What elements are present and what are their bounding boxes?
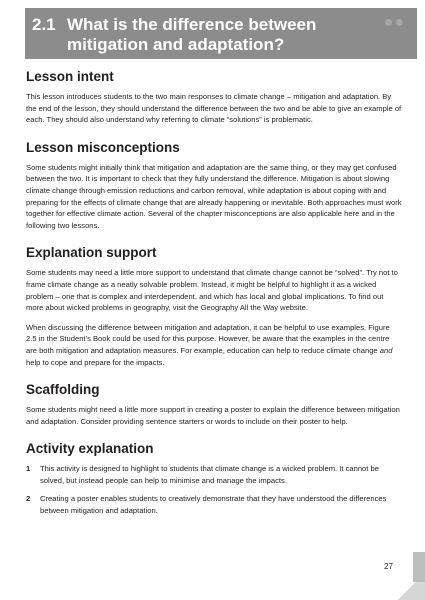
explanation-support-paragraph-2: [26, 322, 402, 368]
list-item-number: 1: [26, 464, 31, 474]
section-title: What is the difference between mitigation and adaptation?: [67, 15, 317, 54]
page-number: 27: [384, 562, 393, 571]
lesson-misconceptions-paragraph: Some students might initially think that mitigation and adaptation are the same thing, or they may get confused between the two. It is important to check that they fully understand the difference. Mitigation is about slowing climate change through emission reductions and carbon removal, while adaptation is about coping with and preparing for the effects of climate change that are already happening or inevitable. Both approaches must work together for effective climate action. Several of the chapter misconceptions are also applicable here and in the following two lessons.: [26, 162, 402, 230]
lesson-intent-paragraph: This lesson introduces students to the two main responses to climate change – mitigation and adaptation. By the end of the lesson, they should understand the difference between the two and be able to give an example of each. They should also understand why referring to climate “solutions” is problematic.: [26, 92, 402, 125]
list-item-number: 2: [26, 494, 31, 504]
explanation-support-paragraph-2-text: When discussing the difference between mitigation and adaptation, it can be helpful to use examples. Figure 2.5 in the Student’s Book could be used for this purpose. However, be aware that the examples in the centre are both mitigation and adaptation measures. For example, education can help to reduce climate change: [26, 322, 390, 355]
heading-lesson-intent: Lesson intent: [26, 69, 114, 84]
page-fold-decoration: [389, 582, 425, 600]
list-item-text: Creating a poster enables students to creatively demonstrate that they have understood the differences between mitigation and adaptation.: [40, 494, 387, 516]
list-item: [26, 493, 402, 516]
page-content: [26, 68, 402, 524]
section-header: [25, 8, 417, 59]
explanation-support-paragraph-2-tail: help to cope and prepare for the impacts.: [26, 357, 165, 367]
activity-list: [26, 463, 402, 516]
section-number: 2.1: [32, 15, 56, 34]
heading-activity-explanation: Activity explanation: [26, 441, 154, 457]
scaffolding-paragraph: Some students might need a little more support in creating a poster to explain the difference between mitigation and adaptation. Consider providing sentence starters or words to include on their poster to help.: [26, 405, 400, 426]
heading-explanation-support: Explanation support: [26, 245, 157, 261]
list-item: [26, 463, 402, 486]
explanation-support-paragraph-1: Some students may need a little more support to understand that climate change cannot be “solved”. Try not to frame climate change as a neatly solvable problem. Instead, it might be helpful to highlight it as a wicked problem – one that is complex and interdependent, and which has local and global implications. To find out more about wicked problems in geography, visit the Geography All the Way website.: [26, 268, 398, 313]
emphasis-and: and: [379, 345, 393, 355]
header-decoration-icon: ●●: [383, 14, 405, 31]
list-item-text: This activity is designed to highlight to students that climate change is a wicked problem. It cannot be solved, but instead people can help to minimise and manage the impacts.: [40, 464, 379, 485]
heading-scaffolding: Scaffolding: [26, 382, 100, 398]
heading-lesson-misconceptions: Lesson misconceptions: [26, 139, 180, 155]
